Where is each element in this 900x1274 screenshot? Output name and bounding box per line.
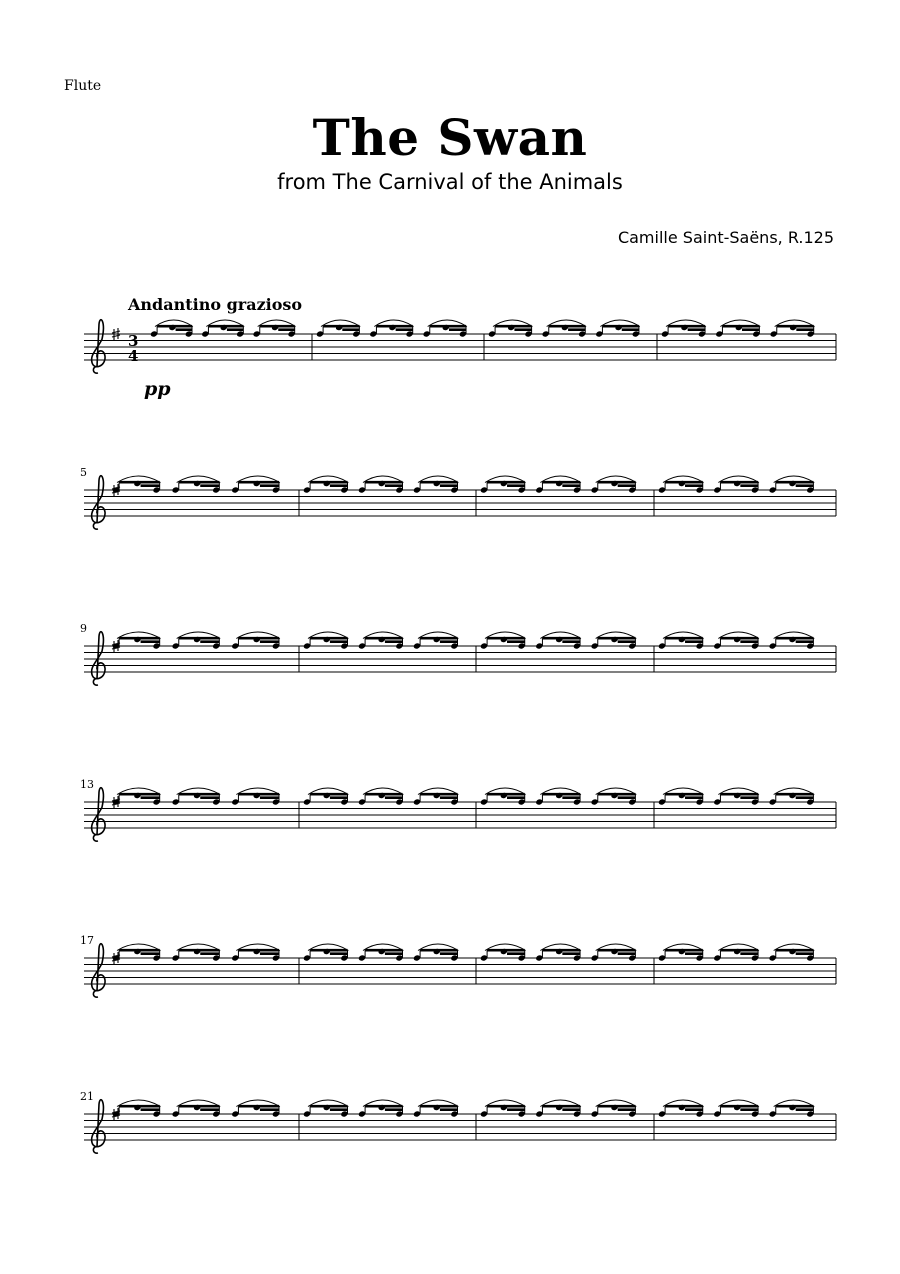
measure-number: 5	[80, 466, 87, 479]
piece-subtitle: from The Carnival of the Animals	[277, 170, 623, 194]
measure-number: 21	[80, 1090, 94, 1103]
treble-clef-icon	[92, 944, 105, 997]
measure-number: 17	[80, 934, 94, 947]
treble-clef-icon	[92, 632, 105, 685]
measure-number: 9	[80, 622, 87, 635]
time-signature-denominator: 4	[128, 347, 139, 365]
treble-clef-icon	[92, 788, 105, 841]
treble-clef-icon	[92, 1100, 105, 1153]
instrument-name: Flute	[64, 78, 102, 94]
measure-number: 13	[80, 778, 94, 791]
treble-clef-icon	[92, 476, 105, 529]
treble-clef-icon	[92, 320, 105, 373]
dynamic-marking: pp	[144, 378, 171, 400]
tempo-marking: Andantino grazioso	[128, 295, 303, 314]
piece-title: The Swan	[312, 108, 588, 167]
composer-credit: Camille Saint-Saëns, R.125	[617, 228, 834, 247]
time-signature-numerator: 3	[128, 332, 139, 350]
